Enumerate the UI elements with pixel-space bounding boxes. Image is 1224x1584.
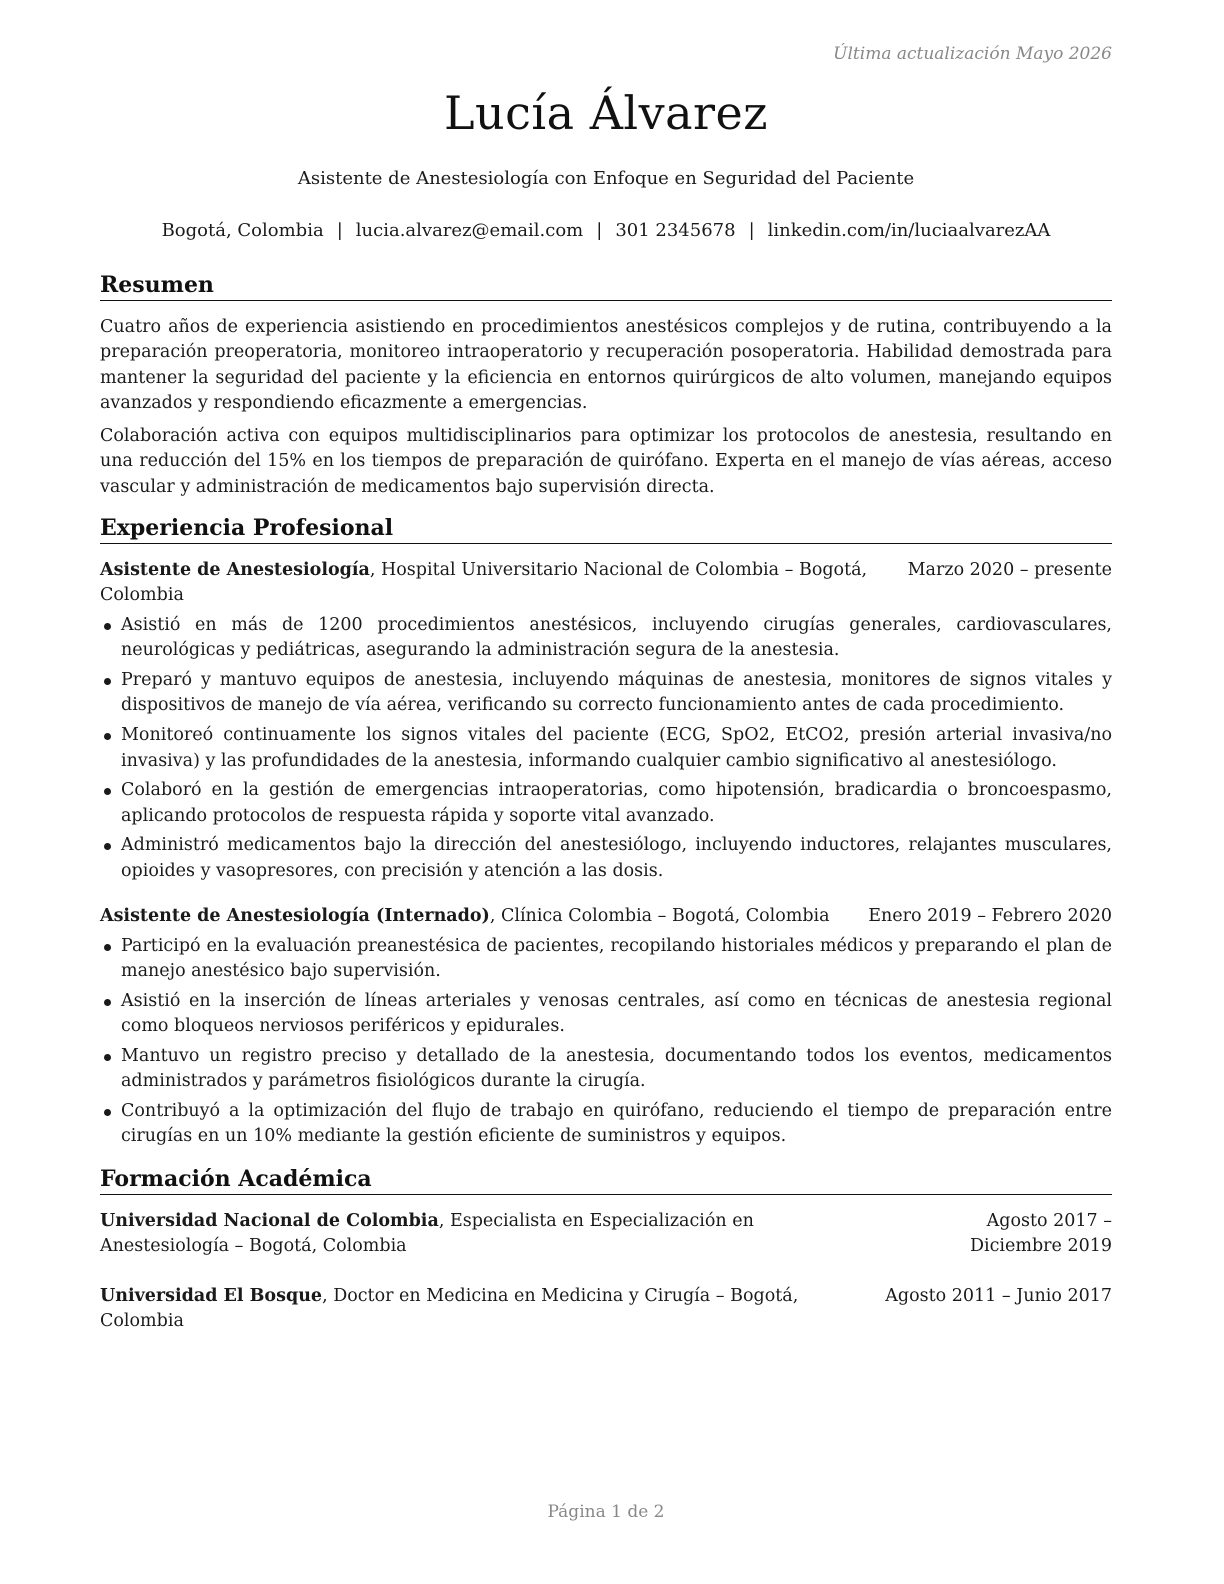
headline: Asistente de Anestesiología con Enfoque en Seguridad del Paciente — [297, 168, 915, 189]
education-title — [100, 1284, 885, 1335]
list-item: Monitoreó continuamente los signos vitales del paciente (ECG, SpO2, EtCO2, presión arterial invasiva/no invasiva) y las profundidades de la anestesia, informando cualquier cambio significativo al anestesiólogo. — [100, 723, 1112, 774]
summary-section — [100, 271, 1112, 500]
education-section — [100, 1165, 1112, 1334]
section-title: Resumen — [100, 271, 1112, 301]
contact-separator: | — [596, 220, 603, 241]
job-header — [100, 904, 1112, 929]
job-entry — [100, 558, 1112, 884]
section-title: Formación Académica — [100, 1165, 1112, 1195]
education-school: Universidad El Bosque — [100, 1285, 323, 1306]
contact-phone: 301 2345678 — [615, 220, 736, 241]
job-title — [100, 558, 900, 609]
education-title — [100, 1209, 892, 1260]
job-bullets — [100, 934, 1112, 1150]
education-entry — [100, 1209, 1112, 1260]
education-entry — [100, 1284, 1112, 1335]
summary-paragraph: Cuatro años de experiencia asistiendo en procedimientos anestésicos complejos y de rutina, contribuyendo a la preparación preoperatoria, monitoreo intraoperatorio y recuperación posoperatoria. Habilidad demostrada para mantener la seguridad del paciente y la eficiencia en entornos quirúrgicos de alto volumen, manejando equipos avanzados y respondiendo eficazmente a emergencias. — [100, 317, 1112, 413]
list-item: Preparó y mantuvo equipos de anestesia, incluyendo máquinas de anestesia, monitores de signos vitales y dispositivos de manejo de vía aérea, verificando su correcto funcionamiento antes de cada procedimiento. — [100, 668, 1112, 719]
page-number: Página 1 de 2 — [547, 1502, 665, 1522]
section-title: Experiencia Profesional — [100, 514, 1112, 544]
list-item: Asistió en más de 1200 procedimientos anestésicos, incluyendo cirugías generales, cardiovasculares, neurológicas y pediátricas, asegurando la administración segura de la anestesia. — [100, 613, 1112, 664]
list-item: Administró medicamentos bajo la dirección del anestesiólogo, incluyendo inductores, relajantes musculares, opioides y vasopresores, con precisión y atención a las dosis. — [100, 833, 1112, 884]
job-bullets — [100, 613, 1112, 884]
list-item: Mantuvo un registro preciso y detallado de la anestesia, documentando todos los eventos, medicamentos administrados y parámetros fisiológicos durante la cirugía. — [100, 1044, 1112, 1095]
job-role: Asistente de Anestesiología — [100, 560, 370, 580]
job-entry — [100, 904, 1112, 1150]
summary-paragraph: Colaboración activa con equipos multidisciplinarios para optimizar los protocolos de anestesia, resultando en una reducción del 15% en los tiempos de preparación de quirófano. Experta en el manejo de vías aéreas, acceso vascular y administración de medicamentos bajo supervisión directa. — [100, 426, 1112, 497]
contact-separator: | — [748, 220, 755, 241]
education-dates: Agosto 2011 – Junio 2017 — [885, 1285, 1112, 1306]
education-dates: Agosto 2017 – Diciembre 2019 — [970, 1211, 1112, 1257]
education-school: Universidad Nacional de Colombia — [100, 1211, 439, 1231]
last-updated: Última actualización Mayo 2026 — [833, 44, 1112, 64]
job-dates: Enero 2019 – Febrero 2020 — [868, 906, 1112, 927]
list-item: Colaboró en la gestión de emergencias intraoperatorias, como hipotensión, bradicardia o broncoespasmo, aplicando protocolos de respuesta rápida y soporte vital avanzado. — [100, 778, 1112, 829]
education-detail: , Doctor en Medicina en Medicina y Cirugía – Bogotá, Colombia — [100, 1285, 799, 1331]
job-role: Asistente de Anestesiología (Internado) — [100, 906, 490, 927]
job-dates: Marzo 2020 – presente — [907, 560, 1112, 580]
job-place: , Hospital Universitario Nacional de Colombia – Bogotá, Colombia — [100, 560, 868, 606]
education-detail: , Especialista en Especialización en Anestesiología – Bogotá, Colombia — [100, 1211, 754, 1257]
job-title — [100, 904, 868, 929]
contact-linkedin[interactable]: linkedin.com/in/luciaalvarezAA — [767, 220, 1051, 241]
list-item: Participó en la evaluación preanestésica de pacientes, recopilando historiales médicos y preparando el plan de manejo anestésico bajo supervisión. — [100, 934, 1112, 985]
contact-email[interactable]: lucia.alvarez@email.com — [355, 220, 584, 241]
contact-location: Bogotá, Colombia — [161, 220, 324, 241]
job-header — [100, 558, 1112, 609]
resume-page — [100, 0, 1112, 1584]
contact-line — [100, 220, 1112, 241]
list-item: Asistió en la inserción de líneas arteriales y venosas centrales, así como en técnicas de anestesia regional como bloqueos nerviosos periféricos y epidurales. — [100, 989, 1112, 1040]
experience-section — [100, 514, 1112, 1150]
job-place: , Clínica Colombia – Bogotá, Colombia — [489, 906, 830, 927]
candidate-name: Lucía Álvarez — [444, 86, 768, 140]
list-item: Contribuyó a la optimización del flujo de trabajo en quirófano, reduciendo el tiempo de preparación entre cirugías en un 10% mediante la gestión eficiente de suministros y equipos. — [100, 1099, 1112, 1150]
contact-separator: | — [336, 220, 343, 241]
